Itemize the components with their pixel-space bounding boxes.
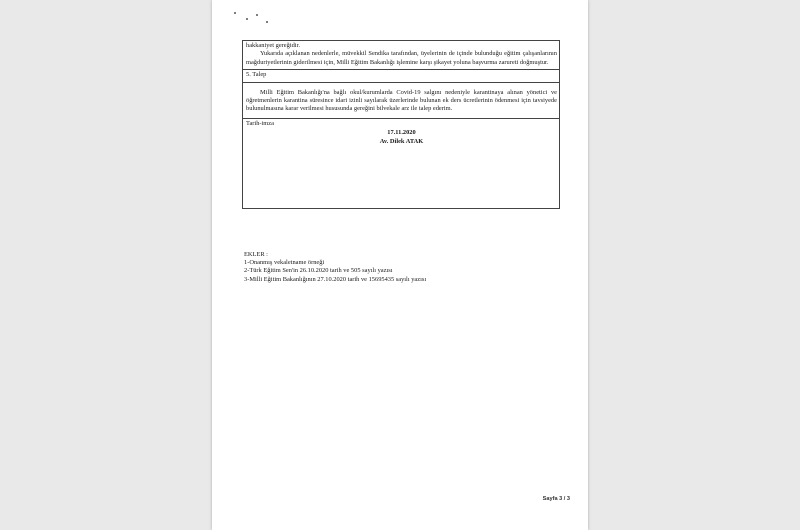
talep-heading-cell	[243, 69, 559, 81]
attachment-item: 1-Onanmış vekaletname örneği	[244, 259, 325, 267]
reasons-paragraph: Yukarıda açıklanan nedenlerle, müvekkil Sendika tarafından, üyelerinin de içinde bulunduğu eğitim çalışanlarının mağduriyetlerinin giderilmesi için, Milli Eğitim Bakanlığı işlemine karşı şikayet yoluna başvurma zarureti doğmuştur.	[246, 50, 557, 66]
signature-cell	[243, 118, 559, 208]
scan-specks	[232, 10, 282, 30]
attachment-item: 3-Milli Eğitim Bakanlığının 27.10.2020 tarih ve 15695435 sayılı yazısı	[244, 275, 427, 283]
signatory-name: Av. Dilek ATAK	[379, 138, 424, 146]
document-page	[212, 0, 588, 530]
talep-paragraph: Milli Eğitim Bakanlığı'na bağlı okul/kurumlarda Covid-19 salgını nedeniyle karantinaya alınan yönetici ve öğretmenlerin karantina süresince idari izinli sayılarak üzerlerinde bulunan ek ders ücretlerinin ödenmesi için tavsiyede bulunulmasına karar verilmesi hususunda gereğini bilvekale arz ile talep ederim.	[246, 88, 557, 113]
reasons-cell	[243, 41, 559, 69]
talep-heading: 5. Talep	[246, 71, 267, 79]
attachment-item: 2-Türk Eğitim Sen'in 26.10.2020 tarih ve 505 sayılı yazısı	[244, 267, 393, 275]
talep-body-cell	[243, 82, 559, 118]
continuation-text: hakkaniyet gereğidir.	[246, 42, 300, 49]
attachments-heading: EKLER :	[244, 251, 268, 258]
attachments-list	[244, 251, 564, 284]
signature-date: 17.11.2020	[387, 129, 416, 137]
page-number: Sayfa 3 / 3	[542, 496, 570, 502]
tarih-imza-label: Tarih-imza	[246, 119, 274, 127]
petition-table	[242, 40, 560, 209]
